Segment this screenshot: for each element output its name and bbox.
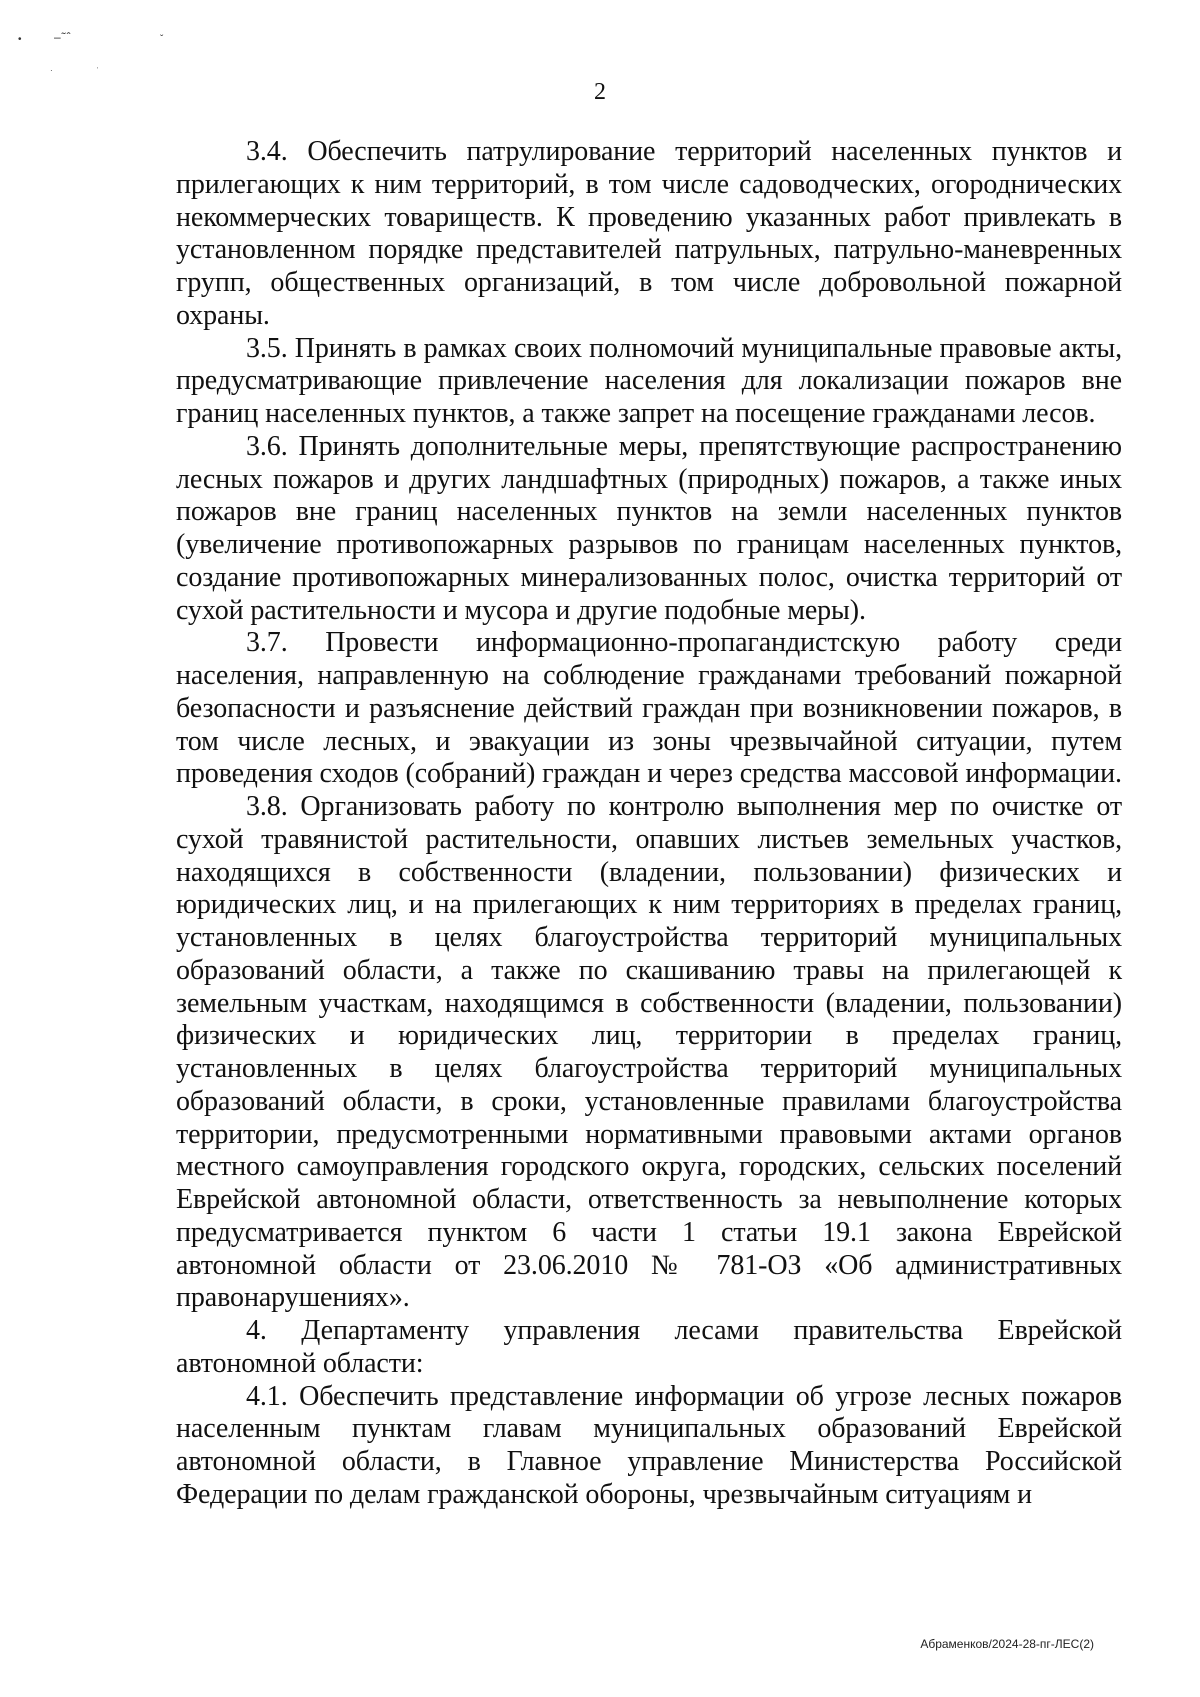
paragraph-3-5: 3.5. Принять в рамках своих полномочий муниципальные правовые акты, предусматривающие привлечение населения для локализации пожаров вне границ населенных пунктов, а также запрет на посещение гражданами лесов.: [176, 332, 1122, 429]
paragraph-3-4: 3.4. Обеспечить патрулирование территорий населенных пунктов и прилегающих к ним территорий, в том числе садоводческих, огороднических некоммерческих товариществ. К проведению указанных работ привлекать в установленном порядке представителей патрульных, патрульно-маневренных групп, общественных организаций, в том числе добровольной пожарной охраны.: [176, 136, 1122, 331]
paragraph-4-1: 4.1. Обеспечить представление информации об угрозе лесных пожаров населенным пунктам главам муниципальных образований Еврейской автономной области, в Главное управление Министерства Российской Федерации по делам гражданской обороны, чрезвычайным ситуациям и: [176, 1380, 1122, 1510]
paragraph-3-7: 3.7. Провести информационно-пропагандистскую работу среди населения, направленную на соблюдение гражданами требований пожарной безопасности и разъяснение действий граждан при возникновении пожаров, в том числе лесных, и эвакуации из зоны чрезвычайной ситуации, путем проведения сходов (собраний) граждан и через средства массовой информации.: [176, 627, 1122, 790]
paragraph-3-6: 3.6. Принять дополнительные меры, препятствующие распространению лесных пожаров и других ландшафтных (природных) пожаров, а также иных пожаров вне границ населенных пунктов на земли населенных пунктов (увеличение противопожарных разрывов по границам населенных пунктов, создание противопожарных минерализованных полос, очистка территорий от сухой растительности и мусора и другие подобные меры).: [176, 430, 1122, 626]
paragraph-3-8: 3.8. Организовать работу по контролю выполнения мер по очистке от сухой травянистой растительности, опавших листьев земельных участков, находящихся в собственности (владении, пользовании) физических и юридических лиц, и на прилегающих к ним территориях в пределах границ, установленных в целях благоустройства территорий муниципальных образований области, а также по скашиванию травы на прилегающей к земельным участкам, находящимся в собственности (владении, пользовании) физических и юридических лиц, территории в пределах границ, установленных в целях благоустройства территорий муниципальных образований области, в сроки, установленные правилами благоустройства территории, предусмотренными нормативными правовыми актами органов местного самоуправления городского округа, городских, сельских поселений Еврейской автономной области, ответственность за невыполнение которых предусматривается пунктом 6 части 1 статьи 19.1 закона Еврейской автономной области от 23.06.2010 № 781-ОЗ «Об административных правонарушениях».: [176, 791, 1122, 1314]
footer-document-code: Абраменков/2024-28-пг-ЛЕС(2): [920, 1637, 1094, 1651]
paragraph-4: 4. Департаменту управления лесами правительства Еврейской автономной области:: [176, 1315, 1122, 1379]
scan-artifact-mark: ˇ: [160, 34, 164, 45]
scan-artifact-mark: ˈ: [96, 66, 99, 75]
scan-artifact-mark: –˜ˆ: [54, 30, 72, 44]
scan-artifact-mark: ·: [50, 66, 53, 75]
scan-artifact-mark: •: [18, 34, 22, 45]
page-number: 2: [594, 79, 606, 105]
document-body: [176, 136, 1122, 1512]
